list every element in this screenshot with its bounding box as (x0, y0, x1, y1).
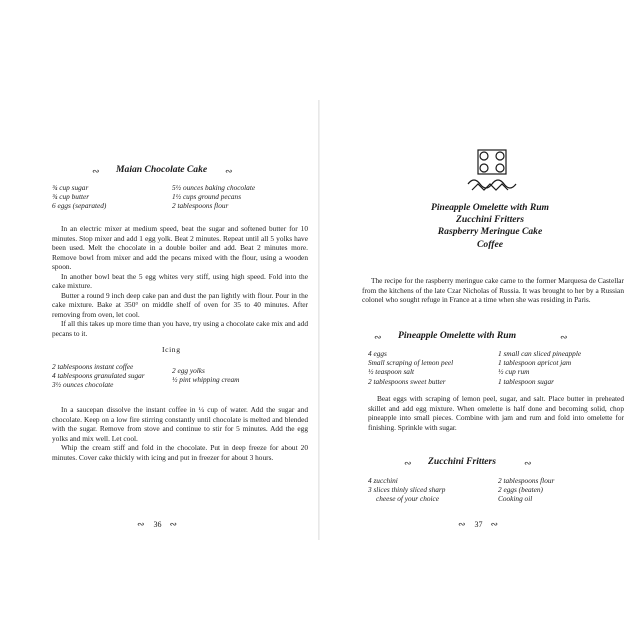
ingredient: ¾ cup butter (52, 192, 90, 202)
footer-ornament-icon: ∾ (169, 519, 179, 529)
method-text (368, 394, 624, 432)
ingredients-left-column (52, 183, 106, 211)
crest-ornament-icon (464, 148, 520, 196)
ingredient: 2 tablespoons flour (172, 201, 229, 211)
ingredient: 1 small can sliced pineapple (498, 349, 582, 358)
page-number-footer (137, 514, 178, 532)
icing-method-text (52, 405, 308, 462)
ingredient: Small scraping of lemon peel (368, 358, 454, 368)
footer-ornament-icon: ∾ (490, 519, 500, 529)
page-number: 36 (153, 520, 162, 529)
method-paragraph: If all this takes up more time than you have, try using a chocolate cake mix and add pecans to it. (52, 319, 308, 339)
menu-item: Coffee (477, 238, 503, 250)
ingredient: 2 tablespoons instant coffee (52, 362, 134, 371)
icing-heading: Icing (162, 345, 181, 354)
left-ornament-icon: ∾ (92, 166, 101, 176)
ingredient: 5½ ounces baking chocolate (172, 183, 256, 192)
menu-item: Zucchini Fritters (456, 214, 524, 226)
ingredient: 3½ ounces chocolate (52, 380, 114, 390)
method-text (52, 224, 308, 339)
ingredient: ½ cup rum (498, 367, 530, 377)
method-paragraph: Butter a round 9 inch deep cake pan and dust the pan lightly with flour. Pour in the cake mixture. Bake at 350° on middle shelf of oven for 35 to 40 minutes. After removing from oven, let cool. (52, 290, 308, 319)
ingredient: ¾ cup sugar (52, 183, 89, 192)
ingredient: 4 tablespoons granulated sugar (52, 371, 145, 381)
ingredient: 4 eggs (368, 349, 387, 358)
right-ornament-icon: ∾ (524, 458, 533, 468)
right-page (354, 100, 626, 540)
ingredient: Cooking oil (498, 494, 533, 504)
icing-ingredients-right (172, 366, 239, 384)
footer-ornament-icon: ∾ (458, 519, 467, 529)
ingredient: 2 tablespoons sweet butter (368, 376, 446, 386)
ingredient: 2 tablespoons flour (498, 476, 555, 485)
ingredient: 1 tablespoon apricot jam (498, 358, 572, 368)
recipe-title: Maian Chocolate Cake (116, 164, 208, 175)
menu-item: Raspberry Meringue Cake (437, 226, 543, 238)
left-page (42, 100, 310, 540)
method-paragraph: In an electric mixer at medium speed, beat the sugar and softened butter for 10 minutes. Stop mixer and add 1 egg yolk. Beat 2 minutes. Repeat until all 5 yolks have been used. Melt the chocolate in a double boiler and add. Beat 2 minutes more. Remove bowl from mixer and add the pecans mixed with the flour, using a wooden spoon. (52, 224, 308, 272)
menu-item: Pineapple Omelette with Rum (430, 202, 550, 213)
book-gutter (318, 100, 320, 540)
right-ornament-icon: ∾ (560, 332, 569, 342)
left-ornament-icon: ∾ (374, 332, 383, 342)
ingredient: 1 tablespoon sugar (498, 376, 554, 386)
ingredient: 2 egg yolks (172, 366, 205, 375)
method-paragraph: Whip the cream stiff and fold in the chocolate. Put in deep freeze for about 20 minutes. Cover cake thickly with icing and put in freezer for about 3 hours. (52, 443, 308, 462)
ingredient: 3 slices thinly sliced sharp (368, 485, 446, 495)
ingredient: 2 eggs (beaten) (498, 485, 543, 495)
ingredient: 1½ cups ground pecans (172, 192, 242, 202)
recipe-title: Zucchini Fritters (428, 456, 496, 467)
page-number-footer (458, 514, 499, 532)
ingredient: ½ pint whipping cream (172, 375, 240, 385)
ingredient: ½ teaspoon salt (368, 367, 415, 377)
ingredients-right-column (498, 476, 554, 504)
intro-paragraph: The recipe for the raspberry meringue cake came to the former Marquesa de Castellar from the kitchens of the late Czar Nicholas of Russia. It was brought to her by a Russian colonel who sought refuge in France at a time when she was residing in Paris. (362, 276, 624, 305)
ingredient: 6 eggs (separated) (52, 201, 107, 211)
recipe-title: Pineapple Omelette with Rum (398, 330, 517, 341)
icing-ingredients-left (52, 362, 145, 390)
method-paragraph: Beat eggs with scraping of lemon peel, sugar, and salt. Place butter in preheated skillet and add egg mixture. When omelette is half done and becoming solid, chop pineapple into small pieces. Combine with jam and rum and fold into omelette for finishing. Sprinkle with sugar. (368, 394, 624, 432)
left-ornament-icon: ∾ (404, 458, 413, 468)
method-paragraph: In another bowl beat the 5 egg whites very stiff, using high speed. Fold into the cake mixture. (52, 271, 308, 291)
ingredients-left-column (368, 349, 453, 386)
ingredient: 4 zucchini (368, 476, 398, 485)
page-number: 37 (474, 520, 483, 529)
ingredients-right-column (172, 183, 255, 211)
footer-ornament-icon: ∾ (137, 519, 146, 529)
method-paragraph: In a saucepan dissolve the instant coffee in ¼ cup of water. Add the sugar and chocolate. Keep on a low fire stirring constantly until chocolate is melted and blended with the sugar. Remove from stove and continue to stir for 5 minutes. Add the egg yolks and mix well. Let cool. (52, 405, 308, 443)
menu-list (354, 202, 626, 251)
right-ornament-icon: ∾ (225, 166, 234, 176)
ingredients-left-column (368, 476, 445, 504)
ingredients-right-column (498, 349, 581, 386)
intro-text (362, 276, 624, 305)
ingredient: cheese of your choice (376, 494, 440, 504)
